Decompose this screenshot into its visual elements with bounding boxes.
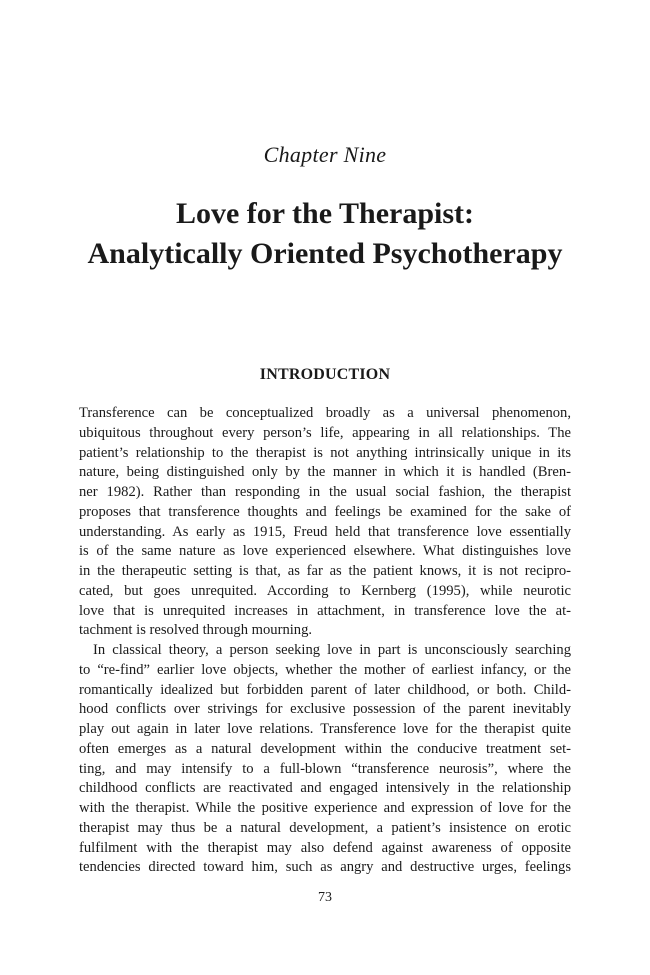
- text-line: ting, and may intensify to a full-blown “transference neurosis”, where the: [79, 760, 571, 777]
- text-line: is of the same nature as love experienced elsewhere. What distinguishes love: [79, 543, 571, 560]
- text-line: with the therapist. While the positive experience and expression of love for the: [79, 800, 571, 816]
- text-line: Transference can be conceptualized broadly as a universal phenomenon,: [79, 405, 571, 421]
- section-heading: INTRODUCTION: [259, 366, 391, 383]
- text-line: romantically idealized but forbidden parent of later childhood, or both. Child-: [79, 681, 571, 698]
- text-line: proposes that transference thoughts and feelings be examined for the sake of: [79, 503, 571, 520]
- text-line: tachment is resolved through mourning.: [79, 622, 313, 639]
- text-line: love that is unrequited increases in attachment, in transference love the at-: [79, 602, 571, 619]
- text-line: nature, being distinguished only by the manner in which it is handled (Bren-: [79, 464, 571, 481]
- chapter-label: Chapter Nine: [263, 142, 387, 167]
- chapter-title: [0, 194, 650, 274]
- text-line: hood conflicts over strivings for exclusive possession of the parent inevitably: [79, 701, 571, 718]
- text-line: ubiquitous throughout every person’s life, appearing in all relationships. The: [79, 424, 571, 441]
- page-number: 73: [318, 890, 332, 905]
- text-line: cated, but goes unrequited. According to Kernberg (1995), while neurotic: [79, 582, 571, 599]
- text-line: In classical theory, a person seeking love in part is unconsciously searching: [93, 642, 571, 658]
- paragraph: [79, 641, 571, 878]
- chapter-title-line: Analytically Oriented Psychotherapy: [87, 237, 563, 270]
- text-line: understanding. As early as 1915, Freud held that transference love essentially: [79, 523, 571, 540]
- text-line: patient’s relationship to the therapist is not anything intrinsically unique in its: [79, 444, 571, 461]
- text-line: therapist may thus be a natural development, a patient’s insistence on erotic: [79, 819, 571, 836]
- text-line: often emerges as a natural development within the conducive treatment set-: [79, 740, 571, 757]
- paragraph: [79, 404, 571, 641]
- text-line: play out again in later love relations. Transference love for the therapist quite: [79, 721, 571, 737]
- text-line: to “re-find” earlier love objects, whether the mother of earliest infancy, or the: [79, 661, 571, 678]
- body-text: [79, 404, 571, 878]
- text-line: tendencies directed toward him, such as angry and destructive urges, feelings: [79, 859, 571, 876]
- text-line: fulfilment with the therapist may also defend against awareness of opposite: [79, 839, 571, 856]
- text-line: childhood conflicts are reactivated and engaged intensively in the relationship: [79, 780, 571, 797]
- text-line: ner 1982). Rather than responding in the usual social fashion, the therapist: [79, 484, 571, 500]
- text-line: in the therapeutic setting is that, as far as the patient knows, it is not recipro-: [79, 563, 571, 579]
- chapter-title-line: Love for the Therapist:: [175, 197, 475, 230]
